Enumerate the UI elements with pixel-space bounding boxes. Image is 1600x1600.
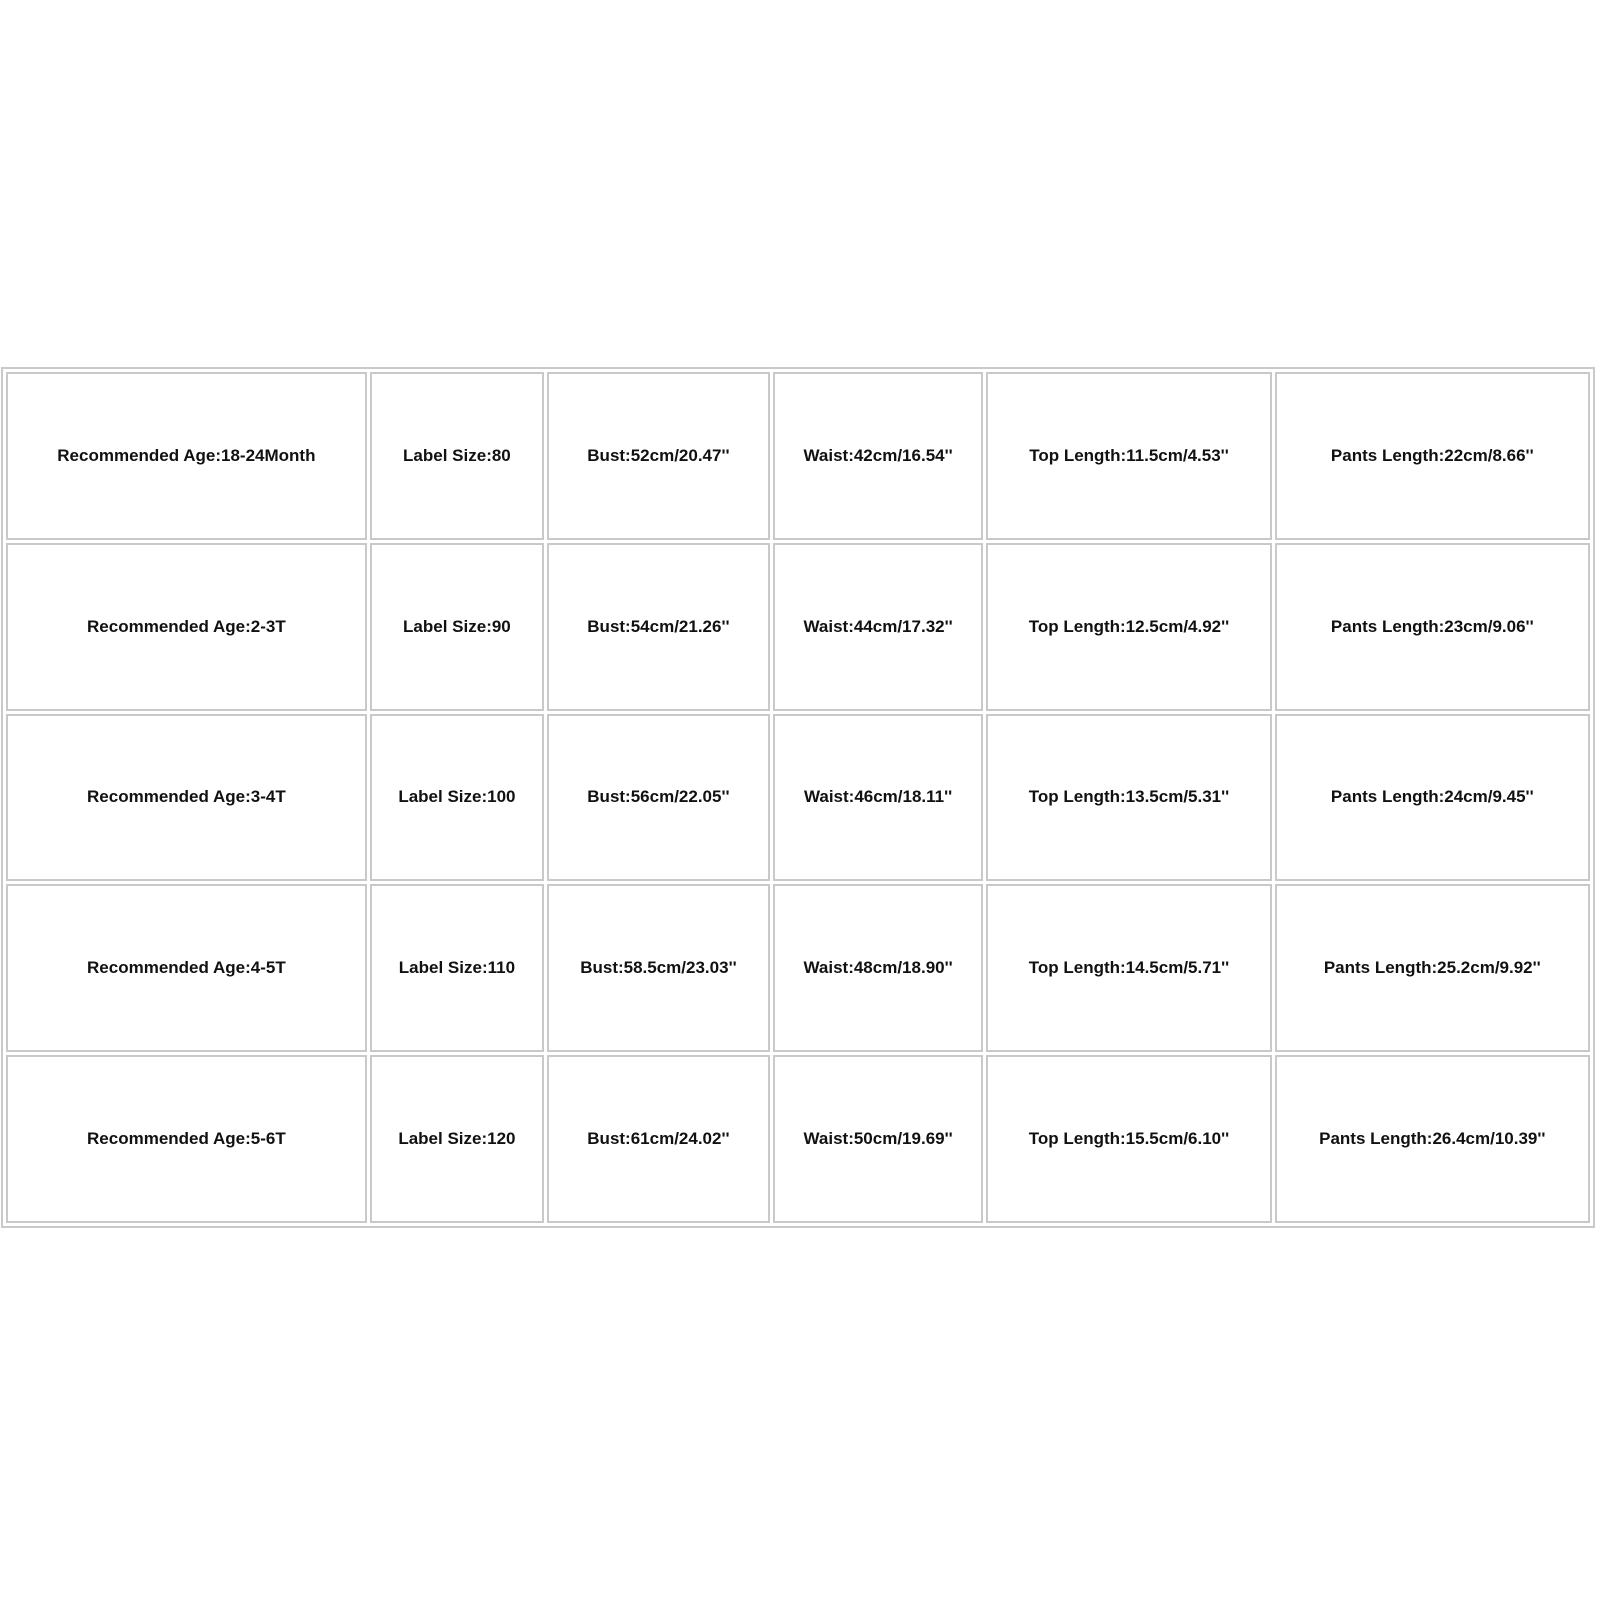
label-size-cell: Label Size:110 <box>370 884 544 1052</box>
table-row <box>6 372 1590 540</box>
recommended-age-cell: Recommended Age:2-3T <box>6 543 367 711</box>
top-length-cell: Top Length:15.5cm/6.10'' <box>986 1055 1271 1223</box>
waist-cell: Waist:48cm/18.90'' <box>773 884 984 1052</box>
table-row <box>6 543 1590 711</box>
table-row <box>6 714 1590 882</box>
recommended-age-cell: Recommended Age:18-24Month <box>6 372 367 540</box>
recommended-age-cell: Recommended Age:4-5T <box>6 884 367 1052</box>
bust-cell: Bust:52cm/20.47'' <box>547 372 770 540</box>
top-length-cell: Top Length:14.5cm/5.71'' <box>986 884 1271 1052</box>
bust-cell: Bust:58.5cm/23.03'' <box>547 884 770 1052</box>
top-length-cell: Top Length:12.5cm/4.92'' <box>986 543 1271 711</box>
label-size-cell: Label Size:120 <box>370 1055 544 1223</box>
bust-cell: Bust:61cm/24.02'' <box>547 1055 770 1223</box>
label-size-cell: Label Size:100 <box>370 714 544 882</box>
table-row <box>6 1055 1590 1223</box>
label-size-cell: Label Size:90 <box>370 543 544 711</box>
pants-length-cell: Pants Length:23cm/9.06'' <box>1275 543 1590 711</box>
recommended-age-cell: Recommended Age:3-4T <box>6 714 367 882</box>
waist-cell: Waist:46cm/18.11'' <box>773 714 984 882</box>
top-length-cell: Top Length:13.5cm/5.31'' <box>986 714 1271 882</box>
waist-cell: Waist:50cm/19.69'' <box>773 1055 984 1223</box>
pants-length-cell: Pants Length:26.4cm/10.39'' <box>1275 1055 1590 1223</box>
bust-cell: Bust:54cm/21.26'' <box>547 543 770 711</box>
pants-length-cell: Pants Length:22cm/8.66'' <box>1275 372 1590 540</box>
bust-cell: Bust:56cm/22.05'' <box>547 714 770 882</box>
waist-cell: Waist:42cm/16.54'' <box>773 372 984 540</box>
label-size-cell: Label Size:80 <box>370 372 544 540</box>
waist-cell: Waist:44cm/17.32'' <box>773 543 984 711</box>
pants-length-cell: Pants Length:24cm/9.45'' <box>1275 714 1590 882</box>
table-row <box>6 884 1590 1052</box>
top-length-cell: Top Length:11.5cm/4.53'' <box>986 372 1271 540</box>
size-chart-table <box>1 367 1595 1228</box>
recommended-age-cell: Recommended Age:5-6T <box>6 1055 367 1223</box>
pants-length-cell: Pants Length:25.2cm/9.92'' <box>1275 884 1590 1052</box>
